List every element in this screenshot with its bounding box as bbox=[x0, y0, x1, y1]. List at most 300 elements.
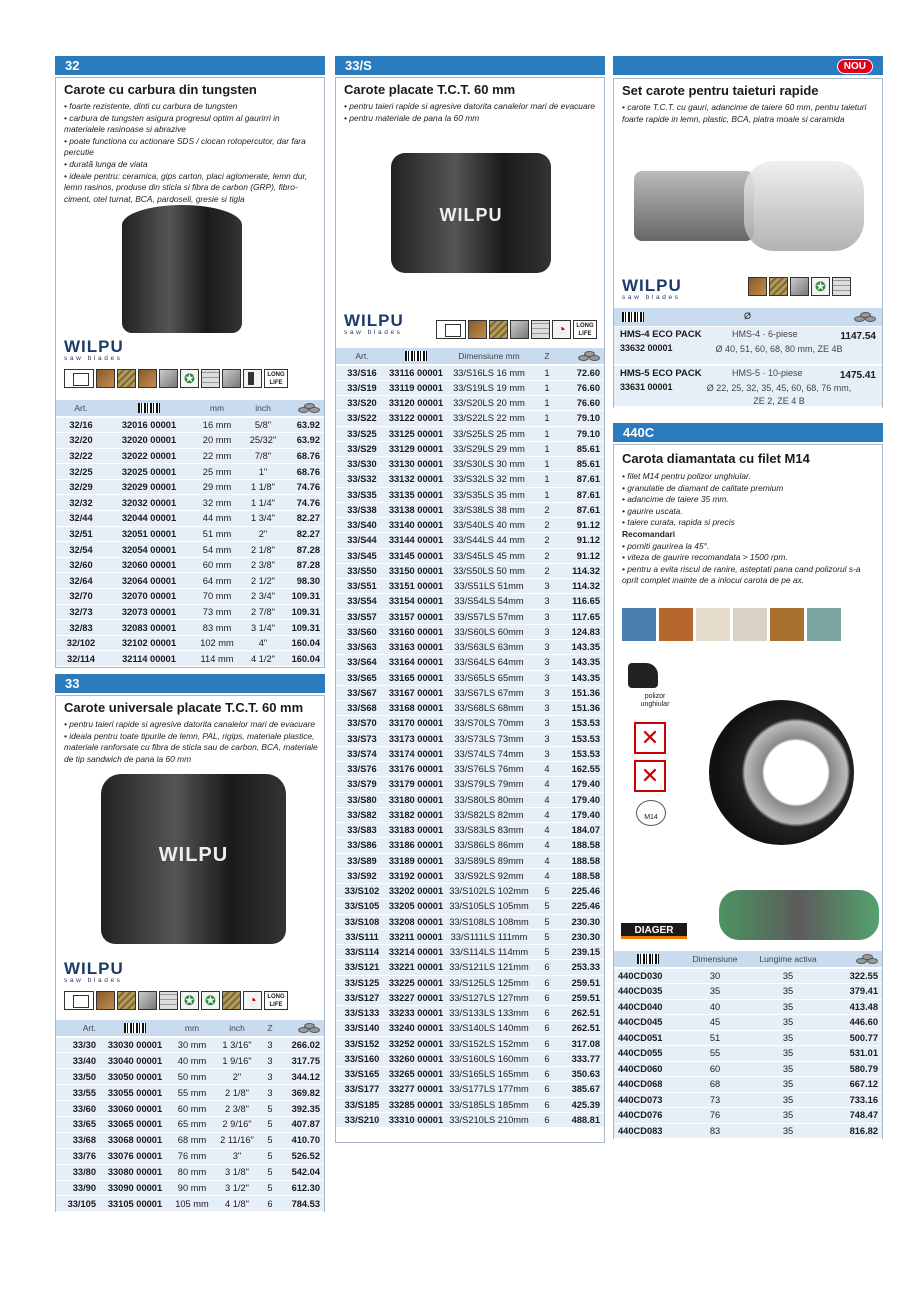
column-header bbox=[106, 400, 192, 417]
table-row bbox=[336, 518, 604, 533]
table-cell: 124.83 bbox=[560, 624, 604, 639]
table-cell: 6 bbox=[534, 1082, 560, 1097]
table-row bbox=[56, 557, 324, 573]
table-cell: 32016 00001 bbox=[106, 417, 192, 433]
table-cell: 33/68 bbox=[56, 1132, 100, 1148]
table-cell: 33/S165LS 165mm bbox=[444, 1067, 534, 1082]
table-cell: 262.51 bbox=[560, 1006, 604, 1021]
table-cell: 32/32 bbox=[56, 495, 106, 511]
table-cell: 2 1/8" bbox=[242, 542, 284, 558]
table-row bbox=[336, 792, 604, 807]
product-image-diamond-core bbox=[709, 700, 854, 845]
table-cell: 440CD073 bbox=[614, 1092, 682, 1108]
barcode-icon bbox=[637, 954, 659, 964]
table-cell: 33221 00001 bbox=[388, 960, 444, 975]
table-cell: 446.60 bbox=[828, 1015, 882, 1031]
column-header: inch bbox=[242, 400, 284, 417]
table-cell: 3 bbox=[534, 670, 560, 685]
table-row bbox=[56, 1196, 324, 1212]
table-cell: 1 bbox=[534, 426, 560, 441]
table-cell: 32025 00001 bbox=[106, 464, 192, 480]
table-cell: 33/S20 bbox=[336, 396, 388, 411]
table-cell: 33154 00001 bbox=[388, 594, 444, 609]
table-row bbox=[56, 635, 324, 651]
table-cell: 33120 00001 bbox=[388, 396, 444, 411]
table-cell: 33/S92LS 92mm bbox=[444, 868, 534, 883]
table-row bbox=[336, 670, 604, 685]
table-cell: 33/S67 bbox=[336, 685, 388, 700]
table-cell: 35 bbox=[748, 984, 828, 1000]
table-cell: 35 bbox=[748, 1061, 828, 1077]
table-cell: 32/20 bbox=[56, 433, 106, 449]
table-cell: 253.33 bbox=[560, 960, 604, 975]
table-row bbox=[336, 853, 604, 868]
table-cell: 33/S127 bbox=[336, 990, 388, 1005]
table-cell: 33240 00001 bbox=[388, 1021, 444, 1036]
table-cell: 7/8" bbox=[242, 448, 284, 464]
column-header: Z bbox=[260, 1020, 280, 1037]
material-swatch bbox=[622, 608, 656, 641]
table-cell: 33265 00001 bbox=[388, 1067, 444, 1082]
table-cell: 5 bbox=[260, 1164, 280, 1180]
table-row bbox=[336, 1067, 604, 1082]
section-title: Carote placate T.C.T. 60 mm bbox=[344, 82, 516, 97]
column-header: mm bbox=[170, 1020, 214, 1037]
table-cell: 2" bbox=[242, 526, 284, 542]
table-cell: 2 11/16" bbox=[214, 1132, 260, 1148]
table-header-row bbox=[336, 348, 604, 365]
table-cell: 1 bbox=[534, 365, 560, 380]
table-row bbox=[614, 984, 882, 1000]
table-cell: 440CD045 bbox=[614, 1015, 682, 1031]
table-row bbox=[336, 655, 604, 670]
table-cell: 91.12 bbox=[560, 548, 604, 563]
section-33s bbox=[335, 77, 605, 1143]
table-cell: 32/73 bbox=[56, 604, 106, 620]
table-cell: 2 bbox=[534, 533, 560, 548]
table-cell: 87.61 bbox=[560, 487, 604, 502]
table-cell: 3 bbox=[534, 731, 560, 746]
table-cell: 440CD060 bbox=[614, 1061, 682, 1077]
material-icons bbox=[748, 277, 851, 296]
table-cell: 2 bbox=[534, 563, 560, 578]
table-cell: 33/S30 bbox=[336, 457, 388, 472]
table-cell: 317.08 bbox=[560, 1036, 604, 1051]
table-cell: 32051 00001 bbox=[106, 526, 192, 542]
table-cell: 33211 00001 bbox=[388, 929, 444, 944]
table-cell: 350.63 bbox=[560, 1067, 604, 1082]
table-cell: 33173 00001 bbox=[388, 731, 444, 746]
table-cell: 33/S25 bbox=[336, 426, 388, 441]
material-swatch bbox=[733, 608, 767, 641]
table-cell: 3 bbox=[534, 624, 560, 639]
table-cell: 33260 00001 bbox=[388, 1051, 444, 1066]
table-cell: 33/S16LS 16 mm bbox=[444, 365, 534, 380]
table-cell: 153.53 bbox=[560, 746, 604, 761]
table-cell: 1 bbox=[534, 380, 560, 395]
star-icon bbox=[180, 369, 199, 388]
table-cell: 33/S35LS 35 mm bbox=[444, 487, 534, 502]
recommendations-title: Recomandari bbox=[622, 528, 676, 539]
table-cell: 6 bbox=[534, 1006, 560, 1021]
set-desc: HMS-5 · 10-piese bbox=[732, 368, 803, 378]
table-header-row bbox=[614, 951, 882, 968]
table-cell: 32/102 bbox=[56, 635, 106, 651]
table-cell: 33/S86LS 86mm bbox=[444, 838, 534, 853]
table-cell: 33/S54 bbox=[336, 594, 388, 609]
material-swatch bbox=[696, 608, 730, 641]
table-cell: 33160 00001 bbox=[388, 624, 444, 639]
table-row bbox=[336, 380, 604, 395]
table-cell: 33080 00001 bbox=[100, 1164, 170, 1180]
table-cell: 33/S89LS 89mm bbox=[444, 853, 534, 868]
table-cell: 33151 00001 bbox=[388, 579, 444, 594]
table-cell: 68.76 bbox=[284, 448, 324, 464]
table-cell: 83 mm bbox=[192, 620, 242, 636]
table-cell: 33/S185 bbox=[336, 1097, 388, 1112]
material-swatch bbox=[807, 608, 841, 641]
bullet-item: • taiere curata, rapida si precis bbox=[622, 517, 735, 528]
table-cell: 410.70 bbox=[280, 1132, 324, 1148]
table-row bbox=[336, 807, 604, 822]
table-cell: 33/50 bbox=[56, 1069, 100, 1085]
table-row bbox=[336, 777, 604, 792]
table-cell: 33/S40LS 40 mm bbox=[444, 518, 534, 533]
table-row bbox=[336, 929, 604, 944]
table-cell: 151.36 bbox=[560, 701, 604, 716]
table-cell: 33050 00001 bbox=[100, 1069, 170, 1085]
table-cell: 3" bbox=[214, 1148, 260, 1164]
bullet-item: • poate functiona cu actionare SDS / ciocan rotopercutor, dar fara percutie bbox=[64, 135, 306, 158]
section-title: Carote cu carbura din tungsten bbox=[64, 82, 257, 97]
table-cell: 40 bbox=[682, 999, 748, 1015]
no-water-icon: ✕ bbox=[634, 760, 666, 792]
table-cell: 33176 00001 bbox=[388, 762, 444, 777]
table-cell: 70 mm bbox=[192, 589, 242, 605]
table-cell: 33/S67LS 67mm bbox=[444, 685, 534, 700]
table-cell: 784.53 bbox=[280, 1196, 324, 1212]
table-cell: 33/S60LS 60mm bbox=[444, 624, 534, 639]
table-cell: 68 mm bbox=[170, 1132, 214, 1148]
table-row bbox=[336, 457, 604, 472]
price-coins-icon bbox=[856, 954, 878, 964]
table-row bbox=[56, 542, 324, 558]
table-cell: 344.12 bbox=[280, 1069, 324, 1085]
column-header bbox=[614, 951, 682, 968]
table-cell: 3 1/8" bbox=[214, 1164, 260, 1180]
table-cell: 33/S152LS 152mm bbox=[444, 1036, 534, 1051]
table-row bbox=[336, 685, 604, 700]
table-cell: 35 bbox=[748, 1123, 828, 1139]
table-cell: 32070 00001 bbox=[106, 589, 192, 605]
table-cell: 33138 00001 bbox=[388, 502, 444, 517]
wood-icon bbox=[468, 320, 487, 339]
table-cell: 32/70 bbox=[56, 589, 106, 605]
table-cell: 33/S50 bbox=[336, 563, 388, 578]
table-cell: 162.55 bbox=[560, 762, 604, 777]
table-cell: 160.04 bbox=[284, 635, 324, 651]
table-cell: 33/S29 bbox=[336, 441, 388, 456]
star-icon bbox=[180, 991, 199, 1010]
section-title: Carota diamantata cu filet M14 bbox=[622, 451, 810, 466]
table-cell: 33/S177 bbox=[336, 1082, 388, 1097]
table-cell: 4 bbox=[534, 838, 560, 853]
table-cell: 392.35 bbox=[280, 1101, 324, 1117]
table-row bbox=[336, 365, 604, 380]
table-cell: 379.41 bbox=[828, 984, 882, 1000]
product-image-universal-core: WILPU bbox=[101, 774, 286, 944]
table-cell: 73 mm bbox=[192, 604, 242, 620]
table-row bbox=[336, 1112, 604, 1127]
table-cell: 32/29 bbox=[56, 479, 106, 495]
table-row bbox=[336, 914, 604, 929]
table-cell: 33/S70 bbox=[336, 716, 388, 731]
table-cell: 33/S38LS 38 mm bbox=[444, 502, 534, 517]
table-cell: 33202 00001 bbox=[388, 884, 444, 899]
table-cell: 35 bbox=[748, 999, 828, 1015]
bullet-item: • carbura de tungsten asigura progresul optim al gaurirri in materialele rasinoase si abrazive bbox=[64, 112, 280, 135]
table-cell: 33/S65LS 65mm bbox=[444, 670, 534, 685]
grinder-label: polizor unghiular bbox=[640, 693, 670, 708]
table-cell: 35 bbox=[748, 968, 828, 984]
table-cell: 33150 00001 bbox=[388, 563, 444, 578]
table-cell: 33065 00001 bbox=[100, 1116, 170, 1132]
section-33 bbox=[55, 695, 325, 1212]
table-cell: 33/S127LS 127mm bbox=[444, 990, 534, 1005]
table-cell: 91.12 bbox=[560, 518, 604, 533]
cut-icon bbox=[243, 369, 262, 388]
bullet-list bbox=[622, 102, 876, 125]
table-row bbox=[336, 411, 604, 426]
table-cell: 33/S51 bbox=[336, 579, 388, 594]
column-header: Dimensiune bbox=[682, 951, 748, 968]
table-cell: 114 mm bbox=[192, 651, 242, 667]
table-cell: 3 bbox=[534, 716, 560, 731]
table-cell: 1 bbox=[534, 411, 560, 426]
section-header-440c: 440C bbox=[613, 423, 883, 442]
product-image-tungsten-core bbox=[122, 205, 242, 333]
table-row bbox=[56, 620, 324, 636]
table-row bbox=[336, 441, 604, 456]
column-header: inch bbox=[214, 1020, 260, 1037]
table-cell: 109.31 bbox=[284, 589, 324, 605]
table-cell: 33/S105LS 105mm bbox=[444, 899, 534, 914]
table-cell: 33/S79LS 79mm bbox=[444, 777, 534, 792]
table-cell: 33/S35 bbox=[336, 487, 388, 502]
table-cell: 33227 00001 bbox=[388, 990, 444, 1005]
table-cell: 102 mm bbox=[192, 635, 242, 651]
table-cell: 33/S22 bbox=[336, 411, 388, 426]
table-cell: 68.76 bbox=[284, 464, 324, 480]
board-icon bbox=[510, 320, 529, 339]
material-icons bbox=[64, 991, 288, 1010]
table-cell: 5 bbox=[260, 1132, 280, 1148]
table-cell: 413.48 bbox=[828, 999, 882, 1015]
table-cell: 1 bbox=[534, 487, 560, 502]
table-cell: 33/30 bbox=[56, 1037, 100, 1053]
table-cell: 33/S108LS 108mm bbox=[444, 914, 534, 929]
table-cell: 87.28 bbox=[284, 557, 324, 573]
table-cell: 153.53 bbox=[560, 716, 604, 731]
table-cell: 32/114 bbox=[56, 651, 106, 667]
table-cell: 184.07 bbox=[560, 823, 604, 838]
bullet-item: • porniti gaurirea la 45°. bbox=[622, 540, 710, 551]
table-cell: 33/S29LS 29 mm bbox=[444, 441, 534, 456]
plywood-icon bbox=[769, 277, 788, 296]
plywood-icon bbox=[117, 369, 136, 388]
table-cell: 33/S32 bbox=[336, 472, 388, 487]
bullet-item: • ideale pentru: ceramica, gips carton, placi aglomerate, lemn dur, lemn rasinos, produse din sticla si fibra de carbon (GRP), fibro-ciment, otel turnat, BCA, pardoseli, gresie si tigla bbox=[64, 170, 308, 204]
table-row bbox=[56, 1101, 324, 1117]
table-cell: 5/8" bbox=[242, 417, 284, 433]
table-cell: 1 bbox=[534, 396, 560, 411]
table-cell: 225.46 bbox=[560, 899, 604, 914]
table-cell: 151.36 bbox=[560, 685, 604, 700]
product-table-440c bbox=[614, 951, 882, 1139]
table-row bbox=[336, 609, 604, 624]
table-cell: 32044 00001 bbox=[106, 511, 192, 527]
table-row bbox=[56, 1116, 324, 1132]
table-cell: 33170 00001 bbox=[388, 716, 444, 731]
table-row bbox=[56, 1053, 324, 1069]
table-cell: 25 mm bbox=[192, 464, 242, 480]
table-row bbox=[56, 1148, 324, 1164]
table-cell: 33/S22LS 22 mm bbox=[444, 411, 534, 426]
table-cell: 33/S125 bbox=[336, 975, 388, 990]
table-cell: 4 bbox=[534, 762, 560, 777]
table-cell: 30 bbox=[682, 968, 748, 984]
table-cell: 188.58 bbox=[560, 868, 604, 883]
table-row bbox=[614, 1077, 882, 1093]
table-cell: 33174 00001 bbox=[388, 746, 444, 761]
table-row bbox=[336, 884, 604, 899]
set-price: 1147.54 bbox=[840, 331, 876, 342]
table-row bbox=[336, 640, 604, 655]
table-cell: 63.92 bbox=[284, 417, 324, 433]
table-cell: 33/S68 bbox=[336, 701, 388, 716]
material-swatches bbox=[622, 608, 844, 646]
table-row bbox=[336, 945, 604, 960]
table-cell: 1 3/4" bbox=[242, 511, 284, 527]
table-cell: 733.16 bbox=[828, 1092, 882, 1108]
table-cell: 33/S160 bbox=[336, 1051, 388, 1066]
table-cell: 2 3/8" bbox=[214, 1101, 260, 1117]
table-cell: 44 mm bbox=[192, 511, 242, 527]
table-cell: 33/S30LS 30 mm bbox=[444, 457, 534, 472]
table-cell: 33180 00001 bbox=[388, 792, 444, 807]
table-cell: 33183 00001 bbox=[388, 823, 444, 838]
table-cell: 440CD035 bbox=[614, 984, 682, 1000]
table-row bbox=[56, 464, 324, 480]
table-cell: 188.58 bbox=[560, 838, 604, 853]
bullet-item: • granulatie de diamant de calitate premium bbox=[622, 482, 784, 493]
section-title: Set carote pentru taieturi rapide bbox=[622, 83, 819, 98]
long-life-icon: LONG LIFE bbox=[264, 369, 288, 388]
table-cell: 33144 00001 bbox=[388, 533, 444, 548]
bullet-item: • ideala pentru toate tipurile de lemn, PAL, rigips, materiale plastice, materiale ranforsate cu fibra de sticla sau de carbon, BCA, materiale de tip sandwich de pana la 60 mm bbox=[64, 730, 318, 764]
m14-thread-icon: M14 bbox=[636, 800, 666, 826]
laminate-icon bbox=[138, 369, 157, 388]
table-cell: 385.67 bbox=[560, 1082, 604, 1097]
new-badge: NOU bbox=[837, 59, 873, 74]
table-cell: 33/S86 bbox=[336, 838, 388, 853]
barcode-icon bbox=[405, 351, 427, 361]
cut-depth-icon bbox=[64, 369, 94, 388]
table-cell: 35 bbox=[748, 1092, 828, 1108]
table-cell: 87.61 bbox=[560, 472, 604, 487]
table-cell: 407.87 bbox=[280, 1116, 324, 1132]
table-cell: 1 3/16" bbox=[214, 1037, 260, 1053]
table-row bbox=[56, 1132, 324, 1148]
column-header: Lungime activa bbox=[748, 951, 828, 968]
table-cell: 230.30 bbox=[560, 914, 604, 929]
no-percussion-icon: ✕ bbox=[634, 722, 666, 754]
table-cell: 542.04 bbox=[280, 1164, 324, 1180]
table-cell: 748.47 bbox=[828, 1108, 882, 1124]
table-cell: 51 bbox=[682, 1030, 748, 1046]
table-cell: 33/S19 bbox=[336, 380, 388, 395]
table-cell: 63.92 bbox=[284, 433, 324, 449]
table-cell: 35 bbox=[748, 1015, 828, 1031]
table-row bbox=[614, 1046, 882, 1062]
table-cell: 35 bbox=[748, 1046, 828, 1062]
table-cell: 33135 00001 bbox=[388, 487, 444, 502]
table-cell: 73 bbox=[682, 1092, 748, 1108]
table-cell: 32/83 bbox=[56, 620, 106, 636]
tile-icon bbox=[201, 369, 220, 388]
speed-icon bbox=[243, 991, 262, 1010]
table-cell: 33164 00001 bbox=[388, 655, 444, 670]
table-cell: 87.61 bbox=[560, 502, 604, 517]
table-cell: 85.61 bbox=[560, 441, 604, 456]
table-cell: 32/54 bbox=[56, 542, 106, 558]
table-cell: 33/S160LS 160mm bbox=[444, 1051, 534, 1066]
table-cell: 33/S102 bbox=[336, 884, 388, 899]
table-cell: 2 bbox=[534, 548, 560, 563]
table-cell: 33/S74 bbox=[336, 746, 388, 761]
table-cell: 33/S79 bbox=[336, 777, 388, 792]
table-cell: 179.40 bbox=[560, 792, 604, 807]
table-cell: 5 bbox=[534, 914, 560, 929]
table-cell: 5 bbox=[534, 929, 560, 944]
bullet-item: • durată lunga de viata bbox=[64, 158, 148, 169]
speed-icon bbox=[552, 320, 571, 339]
table-cell: 33/S54LS 54mm bbox=[444, 594, 534, 609]
table-row bbox=[56, 1069, 324, 1085]
column-header bbox=[280, 1020, 324, 1037]
table-row bbox=[614, 999, 882, 1015]
table-cell: 5 bbox=[260, 1148, 280, 1164]
table-row bbox=[56, 1164, 324, 1180]
table-cell: 60 mm bbox=[170, 1101, 214, 1117]
table-cell: 4 bbox=[534, 792, 560, 807]
table-cell: 33/S19LS 19 mm bbox=[444, 380, 534, 395]
table-row bbox=[336, 1006, 604, 1021]
table-cell: 6 bbox=[534, 1051, 560, 1066]
table-cell: 33/S51LS 51mm bbox=[444, 579, 534, 594]
table-row bbox=[336, 823, 604, 838]
table-cell: 33/S45LS 45 mm bbox=[444, 548, 534, 563]
table-row bbox=[336, 624, 604, 639]
table-cell: 3 bbox=[534, 579, 560, 594]
table-cell: 33090 00001 bbox=[100, 1180, 170, 1196]
table-cell: 32032 00001 bbox=[106, 495, 192, 511]
plywood-icon bbox=[489, 320, 508, 339]
table-cell: 33/S60 bbox=[336, 624, 388, 639]
table-cell: 25/32" bbox=[242, 433, 284, 449]
table-cell: 230.30 bbox=[560, 929, 604, 944]
table-row bbox=[56, 1037, 324, 1053]
